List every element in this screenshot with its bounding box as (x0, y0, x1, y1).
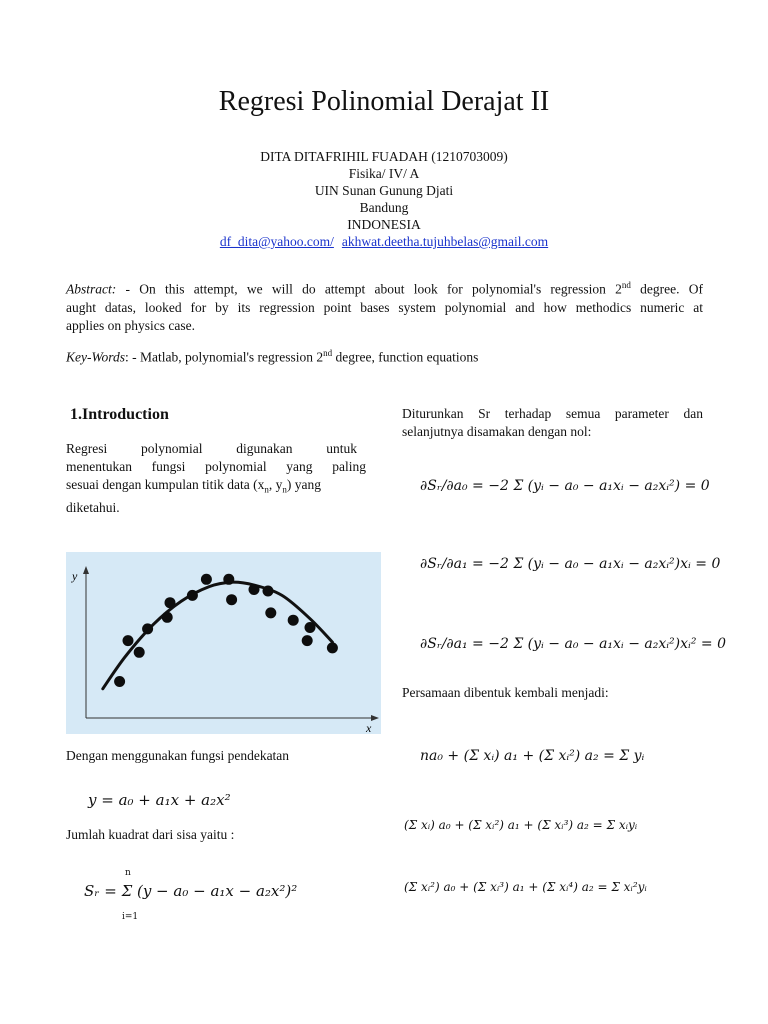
intro-line1: Regresi polynomial digunakan untuk (66, 441, 357, 456)
regression-plot (66, 552, 381, 734)
keywords-text-start: - Matlab, polynomial's regression 2 (128, 349, 324, 365)
approx-equation: y = a₀ + a₁x + a₂x² (88, 791, 231, 809)
data-point (187, 590, 198, 601)
intro-line3 (66, 476, 366, 499)
data-point (327, 642, 338, 653)
keywords-text-end: degree, function equations (332, 349, 479, 365)
data-point (162, 612, 173, 623)
author-affiliation: UIN Sunan Gunung Djati (314, 183, 454, 198)
intro-paragraph (66, 440, 366, 517)
author-emails (0, 233, 768, 250)
y-axis-label: y (72, 569, 78, 583)
paper-title: Regresi Polinomial Derajat II (218, 86, 550, 117)
data-points (114, 574, 338, 687)
data-point (165, 597, 176, 608)
intro-line2: menentukan fungsi polynomial yang paling (66, 459, 366, 474)
abstract-line2: aught datas, looked for by its regression point bases system polynomial and how methodics numeric at (66, 299, 703, 315)
keywords (66, 344, 703, 367)
derivative-line1: Diturunkan Sr terhadap semua parameter dan (402, 406, 703, 421)
data-point (288, 615, 299, 626)
data-point (249, 584, 260, 595)
data-point (263, 586, 274, 597)
author-name: DITA DITAFRIHIL FUADAH (1210703009) (260, 149, 508, 164)
abstract-sup: nd (621, 280, 631, 290)
residual-text: Jumlah kuadrat dari sisa yaitu : (66, 827, 235, 842)
author-country: INDONESIA (347, 217, 421, 232)
data-point (142, 623, 153, 634)
abstract-line1: - On this attempt, we will do attempt about look for polynomial's regression 2 (125, 281, 622, 297)
intro-line3-sub2: n (282, 484, 287, 495)
keywords-sup: nd (323, 348, 333, 358)
y-axis-arrow (83, 566, 89, 574)
data-point (302, 635, 313, 646)
intro-line3-end: ) yang (286, 477, 321, 492)
sr-sum-top: n (125, 868, 131, 878)
data-point (114, 676, 125, 687)
author-city: Bandung (359, 200, 409, 215)
reformed-text: Persamaan dibentuk kembali menjadi: (402, 685, 609, 700)
approx-text: Dengan menggunakan fungsi pendekatan (66, 748, 290, 763)
email-link-1[interactable]: df_dita@yahoo.com/ (219, 234, 334, 249)
data-point (123, 635, 134, 646)
derivative-intro (402, 405, 703, 441)
intro-line3-a: sesuai dengan kumpulan titik data (x (66, 477, 265, 492)
derivative-line2: selanjutnya disamakan dengan nol: (402, 424, 592, 439)
author-block (0, 148, 768, 250)
data-point (305, 622, 316, 633)
intro-line3-mid: , y (268, 477, 283, 492)
normal-equation-3: (Σ xᵢ²) a₀ + (Σ xᵢ³) a₁ + (Σ xᵢ⁴) a₂ = Σ xᵢ²yᵢ (404, 880, 647, 894)
x-axis-label: x (366, 721, 372, 734)
keywords-label: Key-Words (66, 349, 125, 365)
regression-figure (66, 552, 381, 734)
data-point (134, 647, 145, 658)
email-link-2[interactable]: akhwat.deetha.tujuhbelas@gmail.com (341, 234, 549, 249)
equation-dsr-da1: ∂Sᵣ/∂a₁ = −2 Σ (yᵢ − a₀ − a₁xᵢ − a₂xᵢ²)xᵢ = 0 (420, 556, 721, 572)
normal-equation-1: na₀ + (Σ xᵢ) a₁ + (Σ xᵢ²) a₂ = Σ yᵢ (420, 748, 645, 764)
abstract-label: Abstract: (66, 281, 117, 297)
sr-equation: Sᵣ = Σ (y − a₀ − a₁x − a₂x²)² (84, 882, 298, 900)
data-point (265, 607, 276, 618)
data-point (223, 574, 234, 585)
normal-equation-2: (Σ xᵢ) a₀ + (Σ xᵢ²) a₁ + (Σ xᵢ³) a₂ = Σ xᵢyᵢ (404, 818, 638, 832)
abstract-line1-end: degree. Of (630, 281, 704, 297)
author-class: Fisika/ IV/ A (348, 166, 420, 181)
equation-dsr-da2: ∂Sᵣ/∂a₁ = −2 Σ (yᵢ − a₀ − a₁xᵢ − a₂xᵢ²)xᵢ² = 0 (420, 636, 726, 652)
sr-sum-bottom: i=1 (122, 912, 139, 922)
abstract-line3: applies on physics case. (66, 317, 195, 333)
intro-line4: diketahui. (66, 499, 120, 515)
x-axis-arrow (371, 715, 379, 721)
keywords-colon: : (125, 349, 129, 365)
intro-line3-sub1: n (264, 484, 269, 495)
data-point (201, 574, 212, 585)
section-heading-introduction: 1.Introduction (70, 406, 169, 423)
data-point (226, 594, 237, 605)
abstract (66, 276, 703, 335)
fit-curve (103, 582, 333, 689)
equation-dsr-da0: ∂Sᵣ/∂a₀ = −2 Σ (yᵢ − a₀ − a₁xᵢ − a₂xᵢ²) = 0 (420, 478, 710, 494)
